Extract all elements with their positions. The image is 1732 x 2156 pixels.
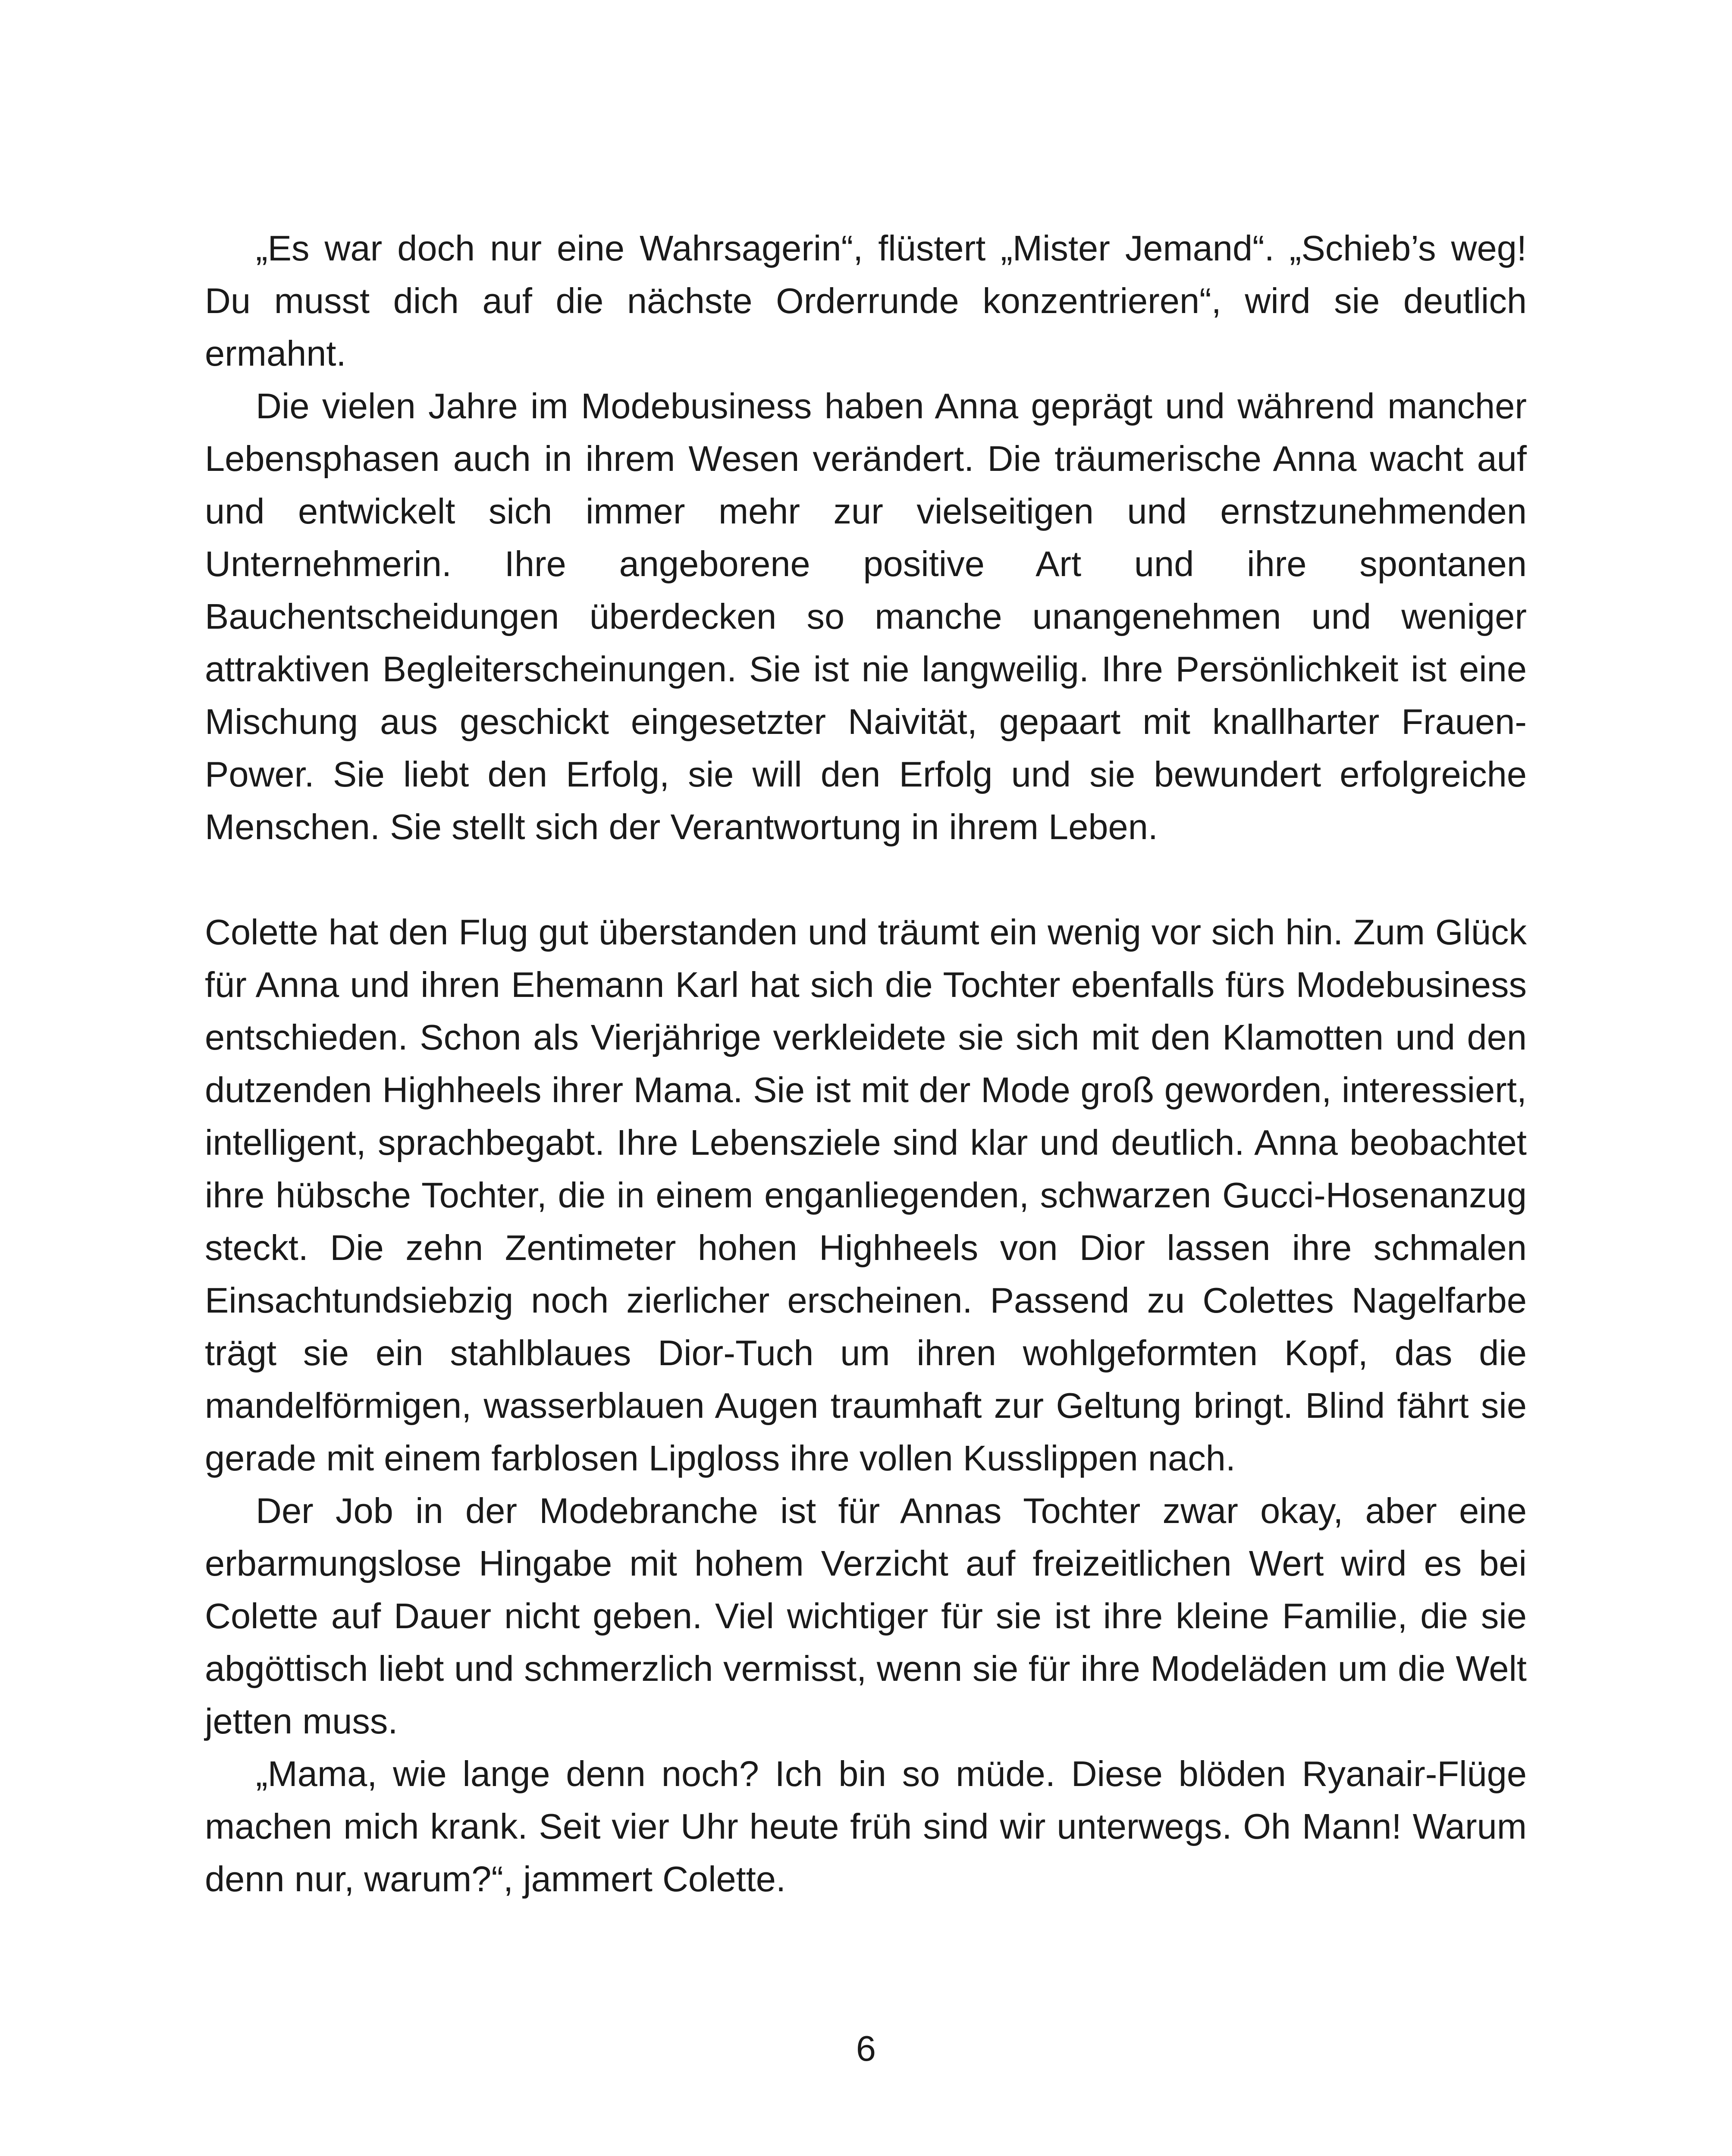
paragraph-wahrsagerin: „Es war doch nur eine Wahrsagerin“, flüstert „Mister Jemand“. „Schieb’s weg! Du musst dich auf die nächste Orderrunde konzentrieren“, wird sie deutlich ermahnt. [205,228,1527,373]
section-break [205,853,1527,906]
body-text [205,222,1527,1905]
paragraph-mama: „Mama, wie lange denn noch? Ich bin so müde. Diese blöden Ryanair-Flüge machen mich krank. Seit vier Uhr heute früh sind wir unterwegs. Oh Mann! Warum denn nur, warum?“, jammert Colette. [205,1754,1527,1899]
paragraph-modebusiness: Die vielen Jahre im Modebusiness haben Anna geprägt und während mancher Lebensphasen auch in ihrem Wesen verändert. Die träumerische Anna wacht auf und entwickelt sich immer mehr zur vielseitigen und ernstzunehmenden Unternehmerin. Ihre angeborene positive Art und ihre spontanen Bauchentscheidungen überdecken so manche unangenehmen und weniger attraktiven Begleiterscheinungen. Sie ist nie langweilig. Ihre Persönlichkeit ist eine Mischung aus geschickt eingesetzter Naivität, gepaart mit knallharter Frauen-Power. Sie liebt den Erfolg, sie will den Erfolg und sie bewundert erfolgreiche Menschen. Sie stellt sich der Verantwortung in ihrem Leben. [205,386,1527,847]
paragraph-colette-flug: Colette hat den Flug gut überstanden und träumt ein wenig vor sich hin. Zum Glück für Anna und ihren Ehemann Karl hat sich die Tochter ebenfalls fürs Modebusiness entschieden. Schon als Vierjährige verkleidete sie sich mit den Klamotten und den dutzenden Highheels ihrer Mama. Sie ist mit der Mode groß geworden, interessiert, intelligent, sprachbegabt. Ihre Lebensziele sind klar und deutlich. Anna beobachtet ihre hübsche Tochter, die in einem enganliegenden, schwarzen Gucci-Hosenanzug steckt. Die zehn Zentimeter hohen Highheels von Dior lassen ihre schmalen Einsachtundsiebzig noch zierlicher erscheinen. Passend zu Colettes Nagelfarbe trägt sie ein stahlblaues Dior-Tuch um ihren wohlgeformten Kopf, das die mandelförmigen, wasserblauen Augen traumhaft zur Geltung bringt. Blind fährt sie gerade mit einem farblosen Lipgloss ihre vollen Kusslippen nach. [205,912,1527,1478]
paragraph-modebranche: Der Job in der Modebranche ist für Annas Tochter zwar okay, aber eine erbarmungslose Hingabe mit hohem Verzicht auf freizeitlichen Wert wird es bei Colette auf Dauer nicht geben. Viel wichtiger für sie ist ihre kleine Familie, die sie abgöttisch liebt und schmerzlich vermisst, wenn sie für ihre Modeläden um die Welt jetten muss. [205,1491,1527,1741]
page-number: 6 [856,2028,876,2068]
